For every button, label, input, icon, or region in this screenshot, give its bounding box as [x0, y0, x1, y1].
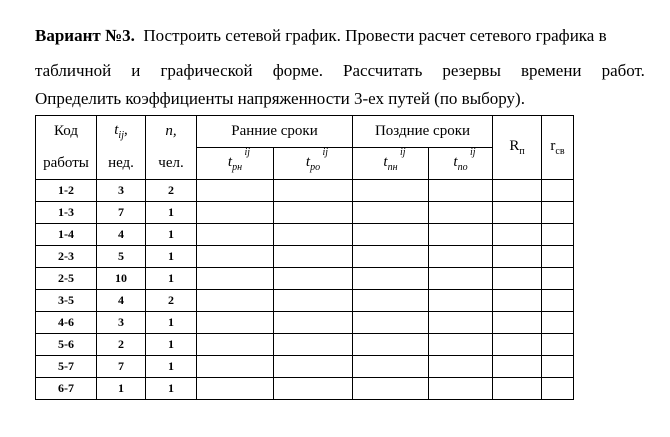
network-schedule-table: [35, 115, 574, 400]
cell-duration: 1: [97, 378, 146, 400]
cell-t-early-finish[interactable]: [274, 334, 353, 356]
cell-t-early-start[interactable]: [197, 246, 274, 268]
task-line-1: [35, 26, 645, 46]
cell-t-early-start[interactable]: [197, 202, 274, 224]
table-row: [36, 312, 574, 334]
cell-t-early-start[interactable]: [197, 290, 274, 312]
cell-free-reserve[interactable]: [542, 334, 574, 356]
cell-t-late-start[interactable]: [353, 202, 429, 224]
cell-workers: 1: [146, 312, 197, 334]
task-line-3: Определить коэффициенты напряженности 3-ех путей (по выбору).: [35, 89, 525, 108]
cell-free-reserve[interactable]: [542, 378, 574, 400]
cell-total-reserve[interactable]: [493, 356, 542, 378]
cell-t-early-finish[interactable]: [274, 180, 353, 202]
header-free-reserve: $r_{св}$: [542, 116, 574, 180]
cell-total-reserve[interactable]: [493, 246, 542, 268]
cell-t-late-finish[interactable]: [429, 356, 493, 378]
variant-label: Вариант №3.: [35, 26, 135, 45]
task-line-2-word: времени: [520, 61, 582, 80]
cell-t-early-finish[interactable]: [274, 290, 353, 312]
cell-t-early-start[interactable]: [197, 334, 274, 356]
cell-workers: 1: [146, 268, 197, 290]
cell-t-late-start[interactable]: [353, 180, 429, 202]
header-t-early-start: $t_{рн}$ ij: [197, 148, 274, 180]
cell-free-reserve[interactable]: [542, 268, 574, 290]
header-t-late-start: $t_{пн}$ ij: [353, 148, 429, 180]
task-line-2-word: графической: [160, 61, 253, 80]
cell-t-late-finish[interactable]: [429, 334, 493, 356]
cell-t-early-finish[interactable]: [274, 268, 353, 290]
header-code-top: Код: [36, 116, 97, 148]
cell-total-reserve[interactable]: [493, 224, 542, 246]
cell-t-late-start[interactable]: [353, 268, 429, 290]
cell-t-early-start[interactable]: [197, 180, 274, 202]
table-row: [36, 246, 574, 268]
cell-free-reserve[interactable]: [542, 246, 574, 268]
table-row: [36, 224, 574, 246]
cell-work-code: 2-5: [36, 268, 97, 290]
cell-duration: 4: [97, 224, 146, 246]
cell-work-code: 1-2: [36, 180, 97, 202]
cell-free-reserve[interactable]: [542, 356, 574, 378]
task-line-2-word: форме.: [272, 61, 323, 80]
cell-t-late-start[interactable]: [353, 334, 429, 356]
table-row: [36, 290, 574, 312]
cell-duration: 3: [97, 180, 146, 202]
cell-workers: 1: [146, 224, 197, 246]
table-row: [36, 334, 574, 356]
header-t: $t_{ij}$,: [97, 116, 146, 148]
cell-work-code: 1-3: [36, 202, 97, 224]
header-total-reserve: $R_п$: [493, 116, 542, 180]
task-line-1-text: Построить сетевой график. Провести расчет сетевого графика в: [143, 26, 607, 45]
cell-t-early-start[interactable]: [197, 312, 274, 334]
cell-workers: 2: [146, 290, 197, 312]
table-row: [36, 268, 574, 290]
header-early-dates: Ранние сроки: [197, 116, 353, 148]
table-row: [36, 202, 574, 224]
cell-t-early-finish[interactable]: [274, 246, 353, 268]
cell-t-late-finish[interactable]: [429, 378, 493, 400]
cell-free-reserve[interactable]: [542, 224, 574, 246]
cell-workers: 2: [146, 180, 197, 202]
cell-workers: 1: [146, 378, 197, 400]
cell-total-reserve[interactable]: [493, 180, 542, 202]
cell-duration: 7: [97, 202, 146, 224]
cell-t-late-finish[interactable]: [429, 180, 493, 202]
cell-total-reserve[interactable]: [493, 268, 542, 290]
cell-duration: 10: [97, 268, 146, 290]
cell-t-late-start[interactable]: [353, 378, 429, 400]
table-row: [36, 180, 574, 202]
cell-t-late-start[interactable]: [353, 290, 429, 312]
cell-duration: 3: [97, 312, 146, 334]
cell-work-code: 4-6: [36, 312, 97, 334]
cell-total-reserve[interactable]: [493, 202, 542, 224]
cell-total-reserve[interactable]: [493, 378, 542, 400]
cell-duration: 2: [97, 334, 146, 356]
task-line-2-word: работ.: [601, 61, 645, 80]
header-n-unit: чел.: [146, 148, 197, 180]
cell-workers: 1: [146, 356, 197, 378]
cell-total-reserve[interactable]: [493, 312, 542, 334]
header-n: n,: [146, 116, 197, 148]
header-t-unit: нед.: [97, 148, 146, 180]
cell-free-reserve[interactable]: [542, 180, 574, 202]
task-line-2-word: резервы: [442, 61, 501, 80]
header-code-bottom: работы: [36, 148, 97, 180]
cell-t-late-start[interactable]: [353, 246, 429, 268]
cell-t-early-finish[interactable]: [274, 224, 353, 246]
cell-t-late-finish[interactable]: [429, 290, 493, 312]
header-t-early-finish: $t_{ро}$ ij: [274, 148, 353, 180]
cell-t-late-finish[interactable]: [429, 246, 493, 268]
cell-t-early-start[interactable]: [197, 378, 274, 400]
header-late-dates: Поздние сроки: [353, 116, 493, 148]
cell-free-reserve[interactable]: [542, 312, 574, 334]
cell-workers: 1: [146, 334, 197, 356]
cell-t-early-finish[interactable]: [274, 312, 353, 334]
cell-t-late-finish[interactable]: [429, 268, 493, 290]
table-row: [36, 378, 574, 400]
cell-work-code: 2-3: [36, 246, 97, 268]
cell-total-reserve[interactable]: [493, 334, 542, 356]
cell-work-code: 5-7: [36, 356, 97, 378]
cell-t-late-finish[interactable]: [429, 312, 493, 334]
cell-t-early-finish[interactable]: [274, 356, 353, 378]
cell-t-early-start[interactable]: [197, 224, 274, 246]
cell-workers: 1: [146, 202, 197, 224]
cell-t-late-finish[interactable]: [429, 224, 493, 246]
cell-free-reserve[interactable]: [542, 290, 574, 312]
cell-t-early-finish[interactable]: [274, 378, 353, 400]
cell-duration: 7: [97, 356, 146, 378]
cell-t-early-start[interactable]: [197, 268, 274, 290]
cell-work-code: 5-6: [36, 334, 97, 356]
cell-work-code: 1-4: [36, 224, 97, 246]
cell-total-reserve[interactable]: [493, 290, 542, 312]
task-line-2-word: табличной: [35, 61, 112, 80]
cell-work-code: 3-5: [36, 290, 97, 312]
cell-t-late-start[interactable]: [353, 356, 429, 378]
cell-t-late-start[interactable]: [353, 224, 429, 246]
task-line-2-word: и: [131, 61, 141, 80]
cell-workers: 1: [146, 246, 197, 268]
cell-free-reserve[interactable]: [542, 202, 574, 224]
task-line-2-word: Рассчитать: [343, 61, 423, 80]
cell-t-early-start[interactable]: [197, 356, 274, 378]
task-line-2: [35, 61, 645, 81]
cell-duration: 4: [97, 290, 146, 312]
cell-work-code: 6-7: [36, 378, 97, 400]
cell-duration: 5: [97, 246, 146, 268]
cell-t-early-finish[interactable]: [274, 202, 353, 224]
cell-t-late-start[interactable]: [353, 312, 429, 334]
cell-t-late-finish[interactable]: [429, 202, 493, 224]
table-row: [36, 356, 574, 378]
header-t-late-finish: $t_{по}$ ij: [429, 148, 493, 180]
